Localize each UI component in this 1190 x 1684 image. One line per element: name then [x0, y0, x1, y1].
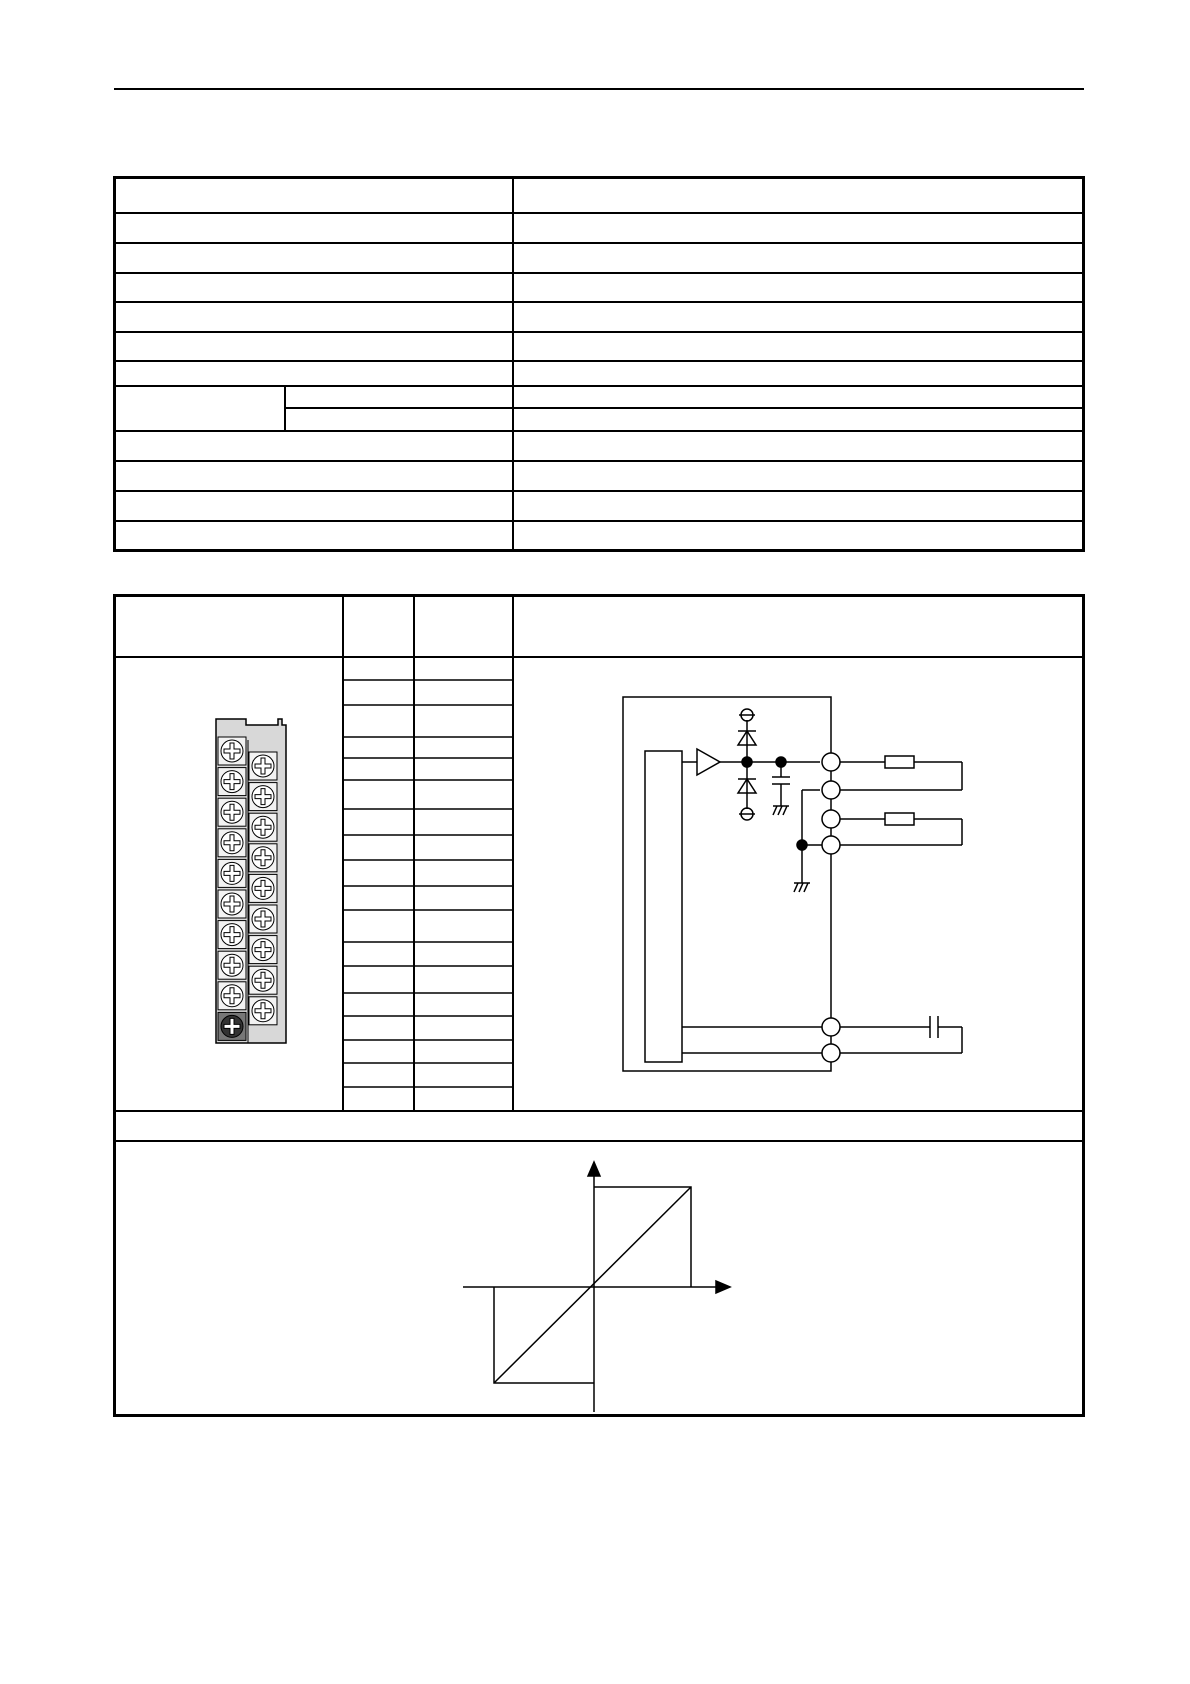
amplifier-symbol	[697, 749, 720, 775]
screw-icon	[218, 890, 246, 918]
terminal-circle	[822, 1018, 840, 1036]
x-axis-arrow	[716, 1281, 730, 1293]
terminal-screws-right	[249, 752, 277, 1025]
terminal-circle	[822, 810, 840, 828]
pin-grid	[342, 680, 513, 1087]
screw-icon	[249, 874, 277, 902]
screw-icon	[249, 936, 277, 964]
screw-icon	[218, 737, 246, 765]
screw-icon	[249, 813, 277, 841]
screw-icon	[249, 783, 277, 811]
screw-icon	[249, 844, 277, 872]
resistor-symbol	[885, 756, 914, 768]
terminal-circle	[822, 1044, 840, 1062]
module-boundary	[623, 697, 831, 1071]
processor-block	[645, 751, 682, 1062]
terminal-block	[216, 719, 286, 1043]
characteristic-graph	[463, 1162, 730, 1412]
screw-icon	[218, 921, 246, 949]
screw-icon	[218, 768, 246, 796]
screw-icon	[218, 1012, 246, 1040]
screw-icon	[218, 859, 246, 887]
screw-icon	[249, 905, 277, 933]
resistor-symbol	[885, 813, 914, 825]
terminal-circle	[822, 836, 840, 854]
y-axis-arrow	[588, 1162, 600, 1176]
screw-icon	[218, 982, 246, 1010]
terminal-circle	[822, 753, 840, 771]
screw-icon	[249, 752, 277, 780]
circuit-schematic	[623, 697, 962, 1071]
terminal-circle	[822, 781, 840, 799]
screw-icon	[218, 798, 246, 826]
screw-icon	[249, 997, 277, 1025]
transfer-line	[494, 1187, 691, 1383]
screw-icon	[218, 829, 246, 857]
screw-icon	[218, 951, 246, 979]
screw-icon	[249, 966, 277, 994]
